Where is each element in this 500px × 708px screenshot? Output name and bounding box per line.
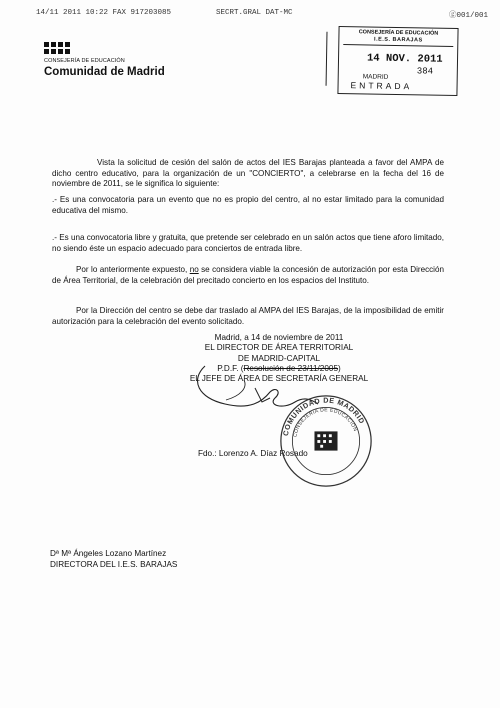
seal-outer-text: COMUNIDAD DE MADRID <box>280 395 367 437</box>
decision-text-end: se considera viable la concesión de autorización por esta Dirección de Área Territorial, de la celebración del precitado concierto en los espacios del Instituto. <box>52 265 444 285</box>
signature-title-director: EL DIRECTOR DE ÁREA TERRITORIAL <box>204 343 354 353</box>
letter-paragraph-request: Vista la solicitud de cesión del salón de actos del IES Barajas planteada a favor del AMPA de dicho centro educativo, para la organización de un "CONCIERTO", a celebrarse en la fecha del 16 de noviembre de 2011, se le significa lo siguiente: <box>52 158 444 188</box>
official-round-seal-icon <box>278 393 374 489</box>
addressee-name: Dª Mª Ángeles Lozano Martínez <box>50 549 167 558</box>
logo-department: CONSEJERÍA DE EDUCACIÓN <box>44 58 125 64</box>
decision-negation: no <box>189 265 199 275</box>
stamp-department: CONSEJERÍA DE EDUCACIÓN <box>358 29 439 37</box>
signature-title-secretary: EL JEFE DE ÁREA DE SECRETARÍA GENERAL <box>189 374 369 384</box>
stamp-entry-label: ENTRADA <box>350 80 413 92</box>
fax-page-count: ⓖ001/001 <box>448 12 488 20</box>
stamp-city: MADRID <box>362 73 389 81</box>
stamp-entry-number: 384 <box>416 66 434 77</box>
letter-paragraph-instruction: Por la Dirección del centro se debe dar traslado al AMPA del IES Barajas, de la imposibilidad de emitir autorización para la celebración del evento solicitado. <box>52 306 444 326</box>
signed-by: Fdo.: Lorenzo A. Díaz Rosado <box>198 449 308 458</box>
fax-sender: SECRT.GRAL DAT-MC <box>216 9 293 17</box>
decision-text-start: Por lo anteriormente expuesto, <box>76 265 190 275</box>
fax-date-time: 14/11 2011 10:22 FAX 917203085 <box>36 9 172 17</box>
delegation-resolution: Resolución de 23/11/2005 <box>243 363 339 373</box>
signature-title-area: DE MADRID-CAPITAL <box>237 353 321 363</box>
seal-inner-text: CONSEJERÍA DE EDUCACIÓN <box>292 407 359 438</box>
delegation-prefix: P.D.F. ( <box>217 363 244 373</box>
delegation-suffix: ) <box>338 363 341 373</box>
stamp-date: 14 NOV. 2011 <box>366 52 443 66</box>
addressee-role: DIRECTORA DEL I.E.S. BARAJAS <box>50 559 178 569</box>
stamp-school: I.E.S. BARAJAS <box>374 36 423 44</box>
letter-paragraph-reason-2: .- Es una convocatoria libre y gratuita, que pretende ser celebrado en un salón actos que tiene aforo limitado, no siendo éste un espacio adecuado para conciertos de entrada libre. <box>52 233 444 253</box>
letter-paragraph-reason-1: .- Es una convocatoria para un evento que no es propio del centro, al no estar limitado para la comunidad educativa del mismo. <box>52 195 444 215</box>
addressee-block <box>50 549 177 570</box>
signature-place-date: Madrid, a 14 de noviembre de 2011 <box>214 333 344 342</box>
logo-organization-name: Comunidad de Madrid <box>44 66 165 78</box>
